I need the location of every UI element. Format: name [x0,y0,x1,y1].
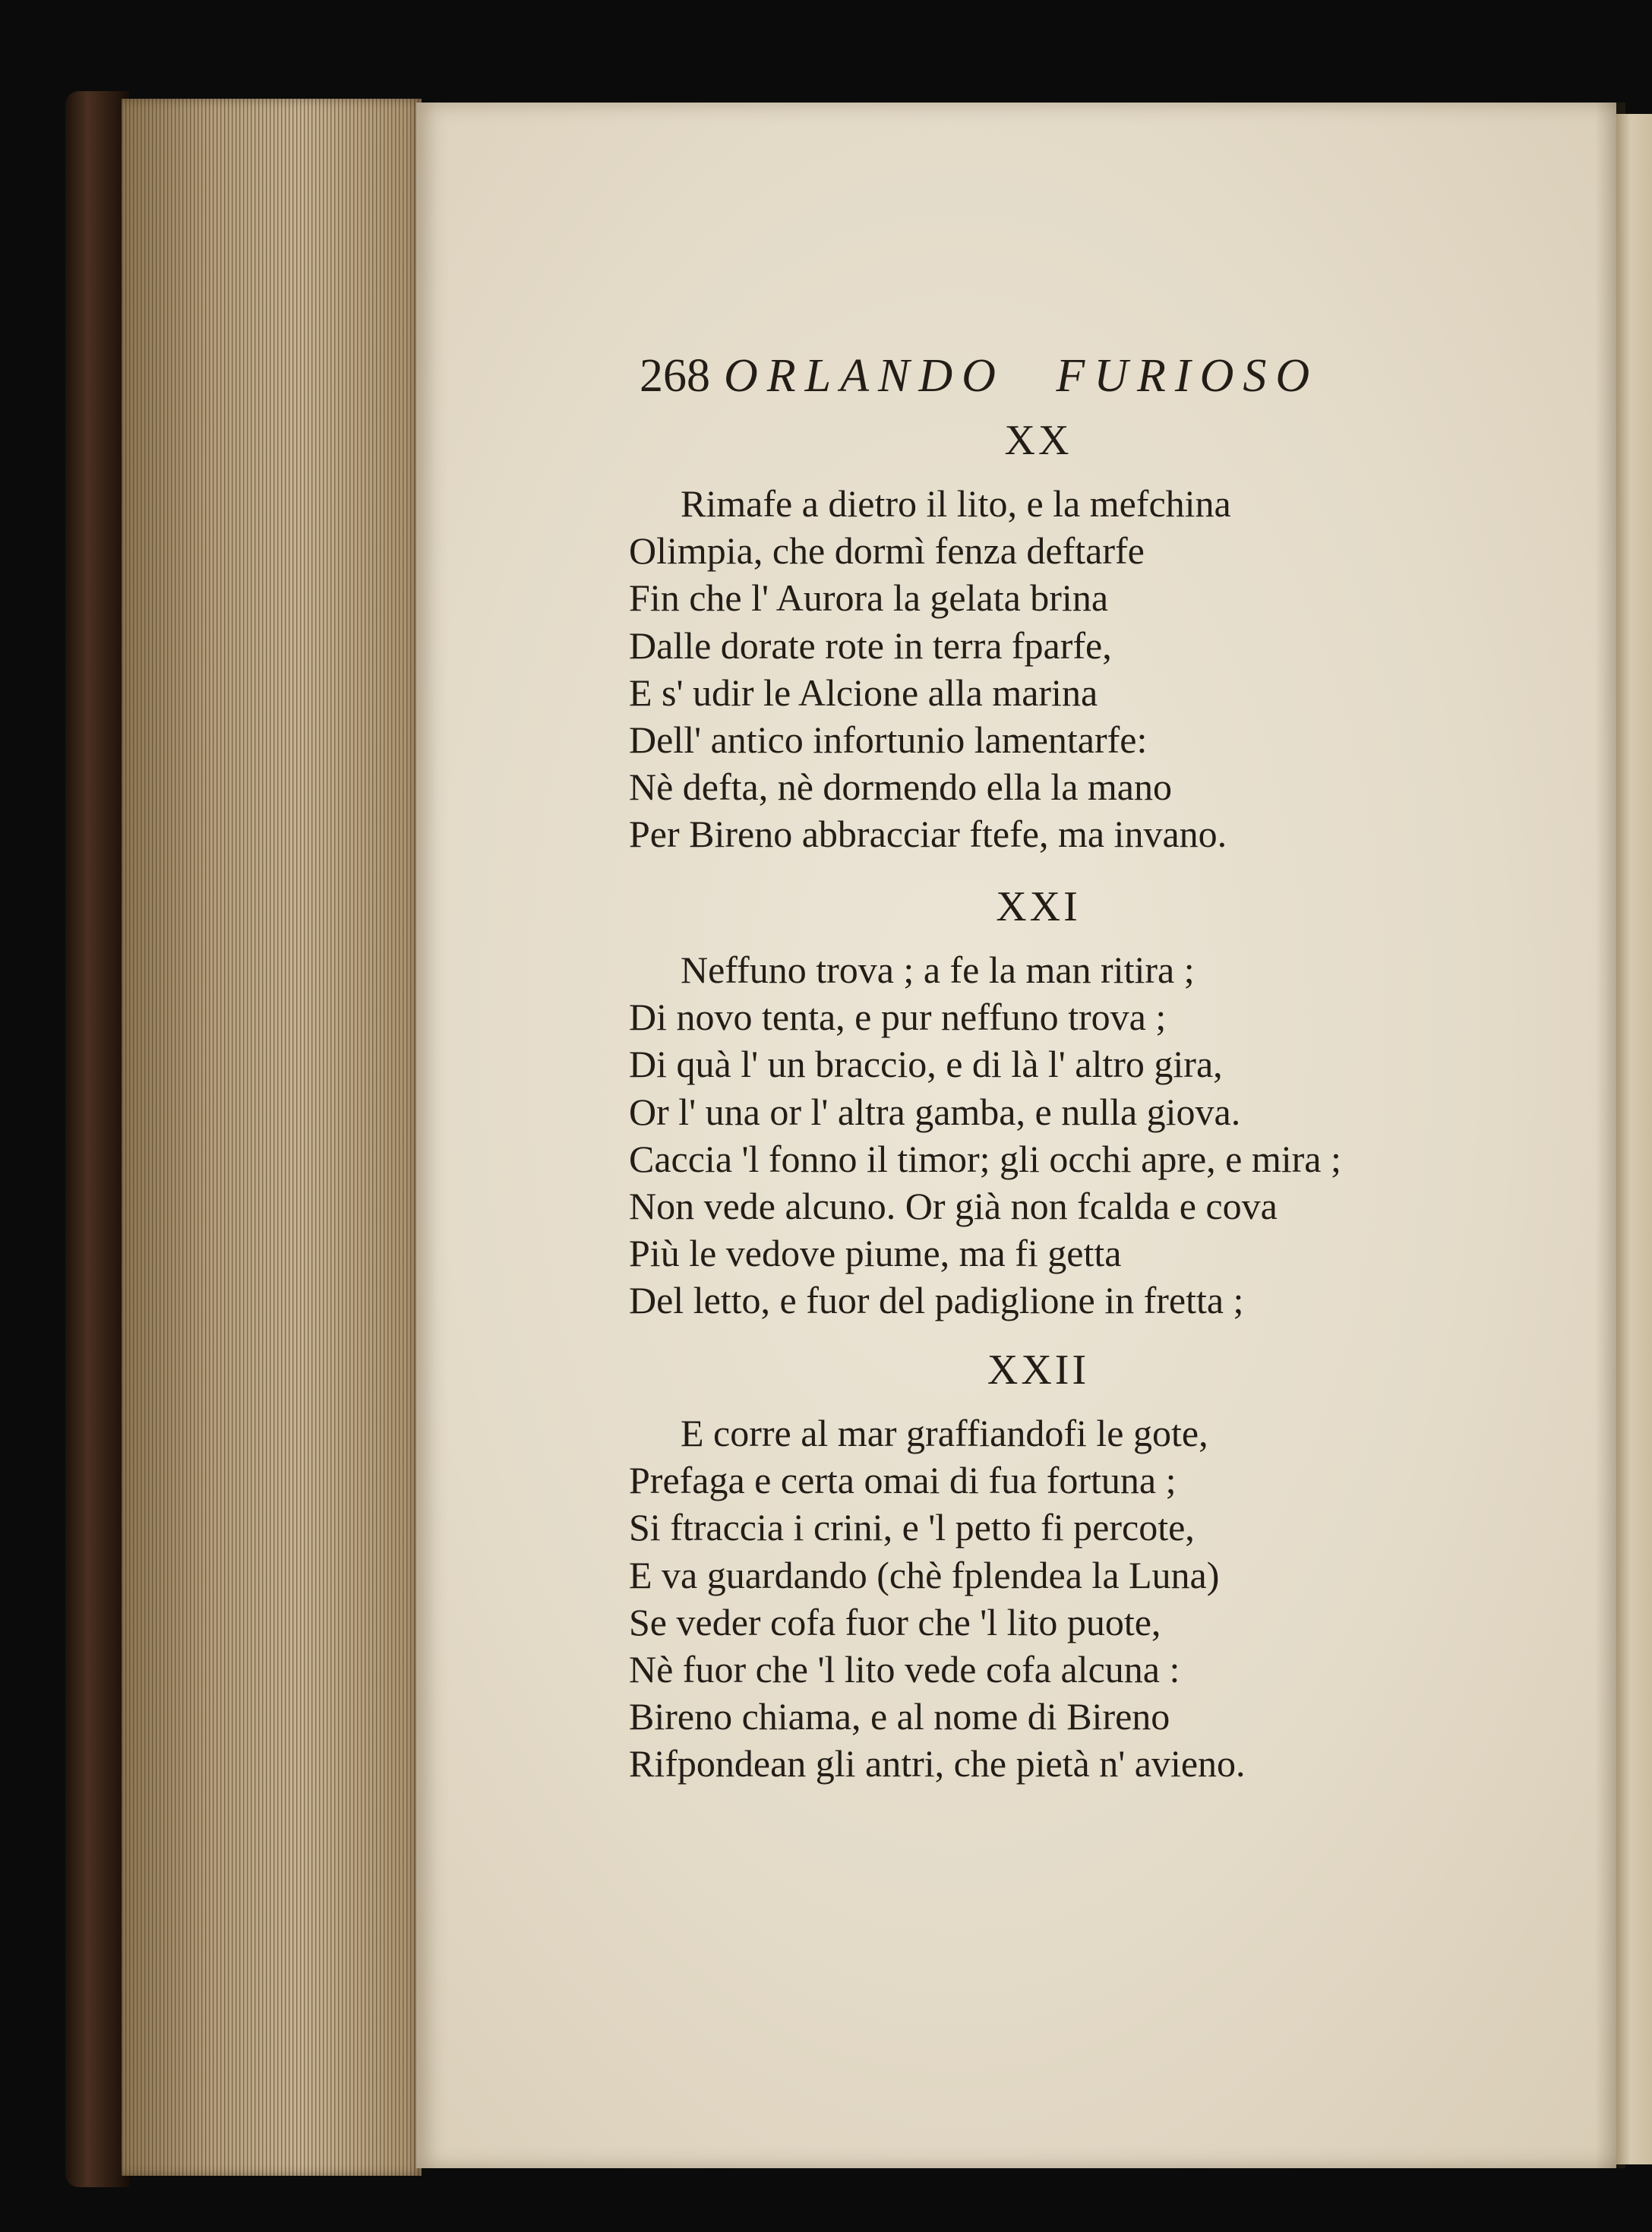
stanza [629,1410,1495,1788]
page-edges [122,99,422,2176]
verse-line: Per Bireno abbracciar ftefe, ma invano. [629,813,1227,856]
verse-line: Neffuno trova ; a fe la man ritira ; [681,949,1195,991]
verse-line: Rimafe a dietro il lito, e la mefchina [681,482,1231,525]
verse-line: Bireno chiama, e al nome di Bireno [629,1695,1170,1738]
verse-line: E va guardando (chè fplendea la Luna) [629,1553,1220,1596]
book-spine [65,91,129,2187]
stanza [629,946,1495,1324]
verse-line: Del letto, e fuor del padiglione in fretta ; [629,1279,1244,1322]
verse-line: Dell' antico infortunio lamentarfe: [629,718,1148,761]
verse-line: Rifpondean gli antri, che pietà n' avieno. [629,1742,1246,1785]
next-page-edge [1616,114,1652,2164]
verse-line: Caccia 'l fonno il timor; gli occhi apre, e mira ; [629,1137,1341,1180]
verse-line: Di novo tenta, e pur neffuno trova ; [629,996,1167,1039]
stanza-number: XX [1004,417,1072,464]
verse-line: Più le vedove piume, ma fi getta [629,1232,1122,1275]
verse-line: Si ftraccia i crini, e 'l petto fi percote, [629,1506,1195,1549]
verse-line: Di quà l' un braccio, e di là l' altro gira, [629,1043,1223,1086]
stanza-number: XXII [987,1346,1090,1394]
verse-line: Fin che l' Aurora la gelata brina [629,576,1109,620]
book-title: ORLANDO FURIOSO [724,350,1319,402]
verse-line: Or l' una or l' altra gamba, e nulla giova. [629,1090,1241,1133]
verse-line: Prefaga e certa omai di fua fortuna ; [629,1459,1177,1502]
running-head [640,342,1437,410]
stanza-number: XXI [996,883,1081,930]
verse-line: E s' udir le Alcione alla marina [629,671,1098,714]
verse-line: Nè fuor che 'l lito vede cofa alcuna : [629,1647,1180,1691]
verse-line: Dalle dorate rote in terra fparfe, [629,624,1112,667]
verse-line: Se veder cofa fuor che 'l lito puote, [629,1600,1161,1643]
page-number: 268 [640,350,710,402]
verse-line: Olimpia, che dormì fenza deftarfe [629,529,1145,573]
verse-line: Non vede alcuno. Or già non fcalda e cova [629,1184,1278,1227]
verse-line: Nè defta, nè dormendo ella la mano [629,766,1172,809]
verse-line: E corre al mar graffiandofi le gote, [681,1412,1208,1454]
stanza [629,480,1495,858]
